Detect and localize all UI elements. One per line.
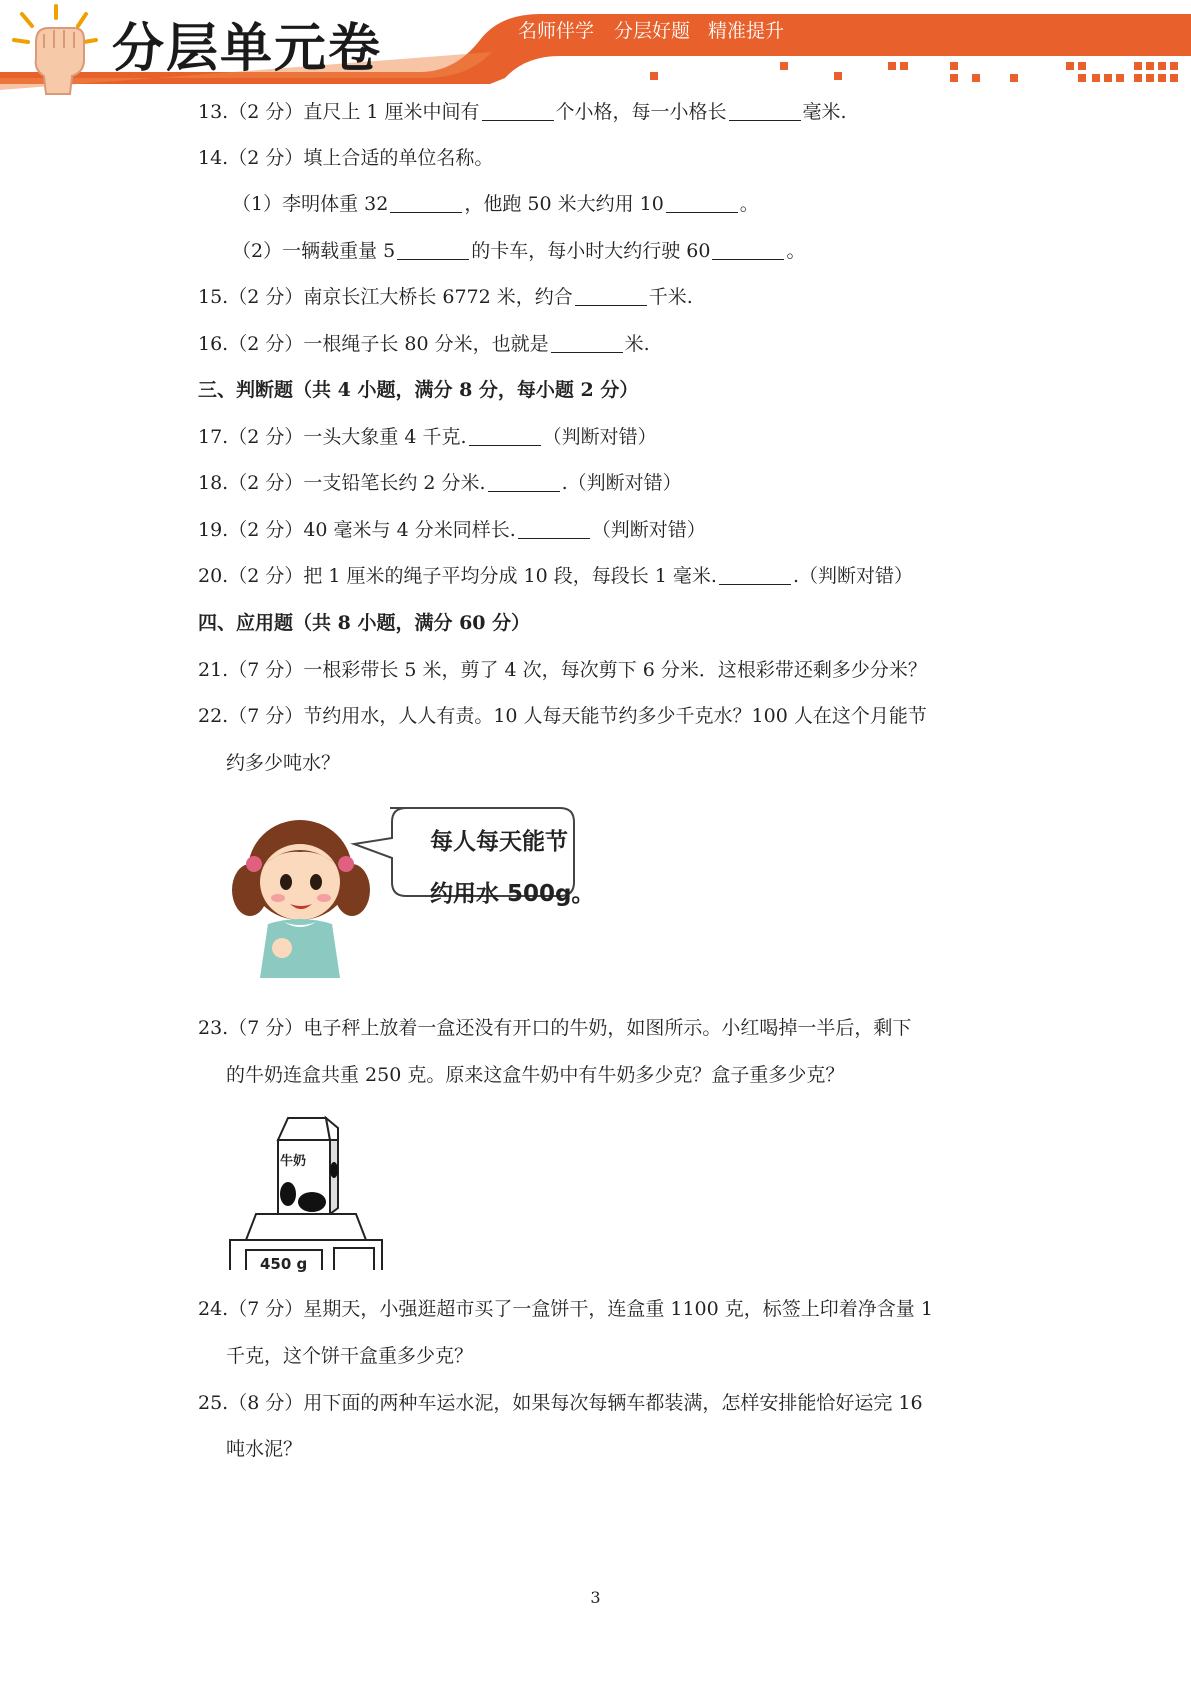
question-25: 25.（8 分）用下面的两种车运水泥，如果每次每辆车都装满，怎样安排能恰好运完 16 (198, 1392, 923, 1414)
answer-blank[interactable] (469, 427, 541, 446)
question-20 (198, 564, 913, 588)
question-23-cont: 的牛奶连盒共重 250 克。原来这盒牛奶中有牛奶多少克？盒子重多少克？ (226, 1064, 845, 1086)
slogan-1: 名师伴学 (518, 20, 595, 42)
answer-blank[interactable] (666, 194, 738, 213)
page-header (0, 0, 1191, 100)
question-16 (198, 332, 650, 356)
question-24: 24.（7 分）星期天，小强逛超市买了一盒饼干，连盒重 1100 克，标签上印着净含量 1 (198, 1298, 933, 1320)
question-23: 23.（7 分）电子秤上放着一盒还没有开口的牛奶，如图所示。小红喝掉一半后，剩下 (198, 1017, 912, 1039)
answer-blank[interactable] (518, 520, 590, 539)
question-13 (198, 100, 847, 124)
question-19 (198, 518, 706, 542)
question-25-cont: 吨水泥？ (226, 1438, 303, 1460)
q14-p1-text-3: 。 (739, 193, 759, 215)
fist-logo-icon (8, 2, 108, 96)
page-number: 3 (590, 1588, 601, 1607)
question-18 (198, 471, 682, 495)
question-15 (198, 285, 693, 309)
q15-text: 15.（2 分）南京长江大桥长 6772 米，约合 (198, 286, 573, 308)
answer-blank[interactable] (390, 194, 462, 213)
q14-p2-text: （2）一辆载重量 5 (232, 240, 396, 262)
question-21: 21.（7 分）一根彩带长 5 米，剪了 4 次，每次剪下 6 分米．这根彩带还剩多少分米？ (198, 659, 927, 681)
slogan-3: 精准提升 (708, 20, 785, 42)
slogan-2: 分层好题 (614, 20, 691, 42)
answer-blank[interactable] (397, 241, 469, 260)
q13-text: 13.（2 分）直尺上 1 厘米中间有 (198, 101, 480, 123)
bubble-line-1: 每人每天能节 (430, 829, 568, 855)
q14-p2-text-3: 。 (786, 240, 806, 262)
brand-title: 分层单元卷 (112, 19, 383, 79)
q18-text-2: .（判断对错） (561, 472, 682, 494)
q19-text: 19.（2 分）40 毫米与 4 分米同样长. (198, 519, 516, 541)
scale-reading: 450 g (260, 1255, 308, 1273)
q17-text: 17.（2 分）一头大象重 4 千克. (198, 426, 467, 448)
q16-text: 16.（2 分）一根绳子长 80 分米，也就是 (198, 333, 549, 355)
q15-text-2: 千米. (648, 286, 693, 308)
milk-scale-illustration (226, 1110, 386, 1270)
q14-p1-text: （1）李明体重 32 (232, 193, 389, 215)
q17-text-2: （判断对错） (542, 426, 657, 448)
question-14-part-2 (232, 239, 805, 263)
q14-p1-text-2: ，他跑 50 米大约用 10 (464, 193, 664, 215)
q19-text-2: （判断对错） (591, 519, 706, 541)
q13-text-2: 个小格，每一小格长 (555, 101, 727, 123)
bubble-line-2: 约用水 500g。 (430, 881, 595, 907)
answer-blank[interactable] (488, 473, 560, 492)
question-22: 22.（7 分）节约用水，人人有责。10 人每天能节约多少千克水？100 人在这个月能节 (198, 705, 927, 727)
q14-p2-text-2: 的卡车，每小时大约行驶 60 (471, 240, 711, 262)
milk-label: 牛奶 (280, 1154, 307, 1169)
q13-text-3: 毫米. (802, 101, 847, 123)
question-24-cont: 千克，这个饼干盒重多少克？ (226, 1345, 474, 1367)
question-14-part-1 (232, 192, 759, 216)
q20-text: 20.（2 分）把 1 厘米的绳子平均分成 10 段，每段长 1 毫米. (198, 565, 717, 587)
question-17 (198, 425, 657, 449)
answer-blank[interactable] (729, 102, 801, 121)
answer-blank[interactable] (551, 334, 623, 353)
q18-text: 18.（2 分）一支铅笔长约 2 分米. (198, 472, 486, 494)
question-22-cont: 约多少吨水？ (226, 752, 341, 774)
section-4-heading: 四、应用题（共 8 小题，满分 60 分） (198, 612, 531, 634)
question-14-title: 14.（2 分）填上合适的单位名称。 (198, 147, 494, 169)
section-3-heading: 三、判断题（共 4 小题，满分 8 分，每小题 2 分） (198, 379, 639, 401)
q16-text-2: 米. (624, 333, 650, 355)
answer-blank[interactable] (712, 241, 784, 260)
answer-blank[interactable] (719, 566, 791, 585)
speech-bubble (430, 816, 594, 920)
q20-text-2: .（判断对错） (792, 565, 914, 587)
answer-blank[interactable] (482, 102, 554, 121)
answer-blank[interactable] (575, 287, 647, 306)
